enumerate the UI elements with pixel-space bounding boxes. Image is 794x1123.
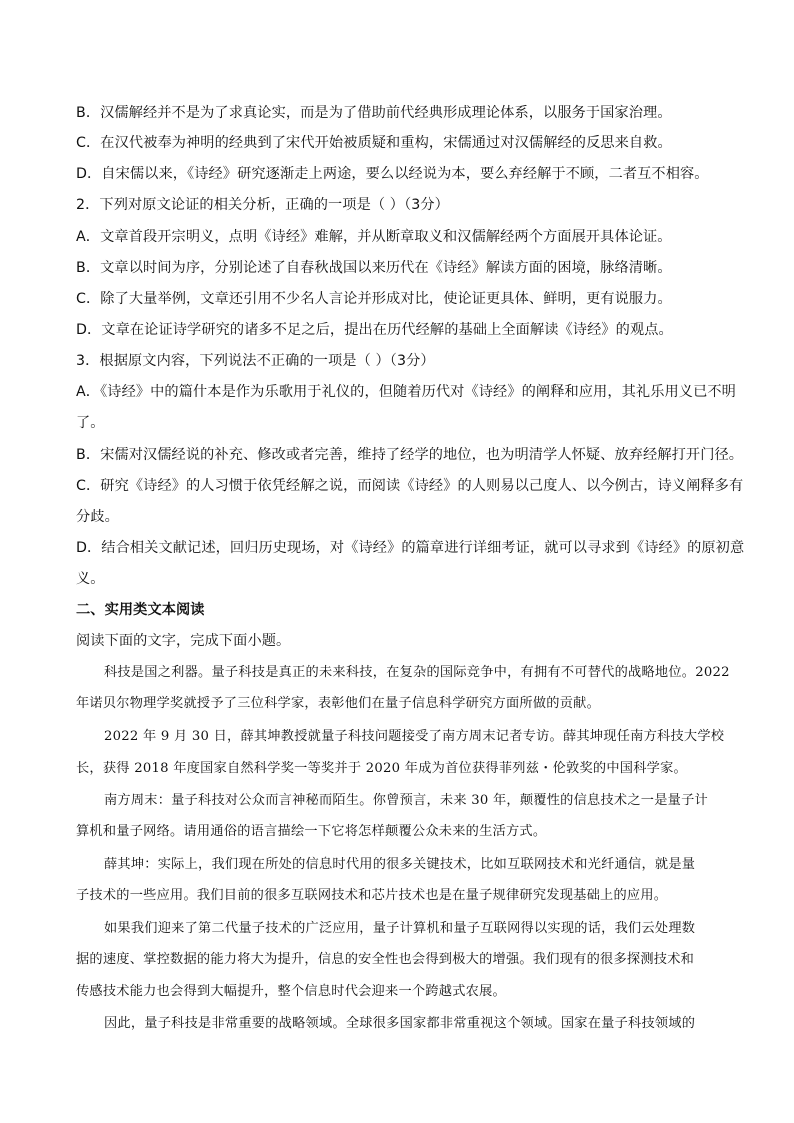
article-p5-line3: 传感技术能力也会得到大幅提升，整个信息时代会迎来一个跨越式农展。 [76, 984, 506, 999]
q3-option-a-line1: A．《诗经》中的篇什本是作为乐歌用于礼仪的，但随着历代对《诗经》的阐释和应用，其礼乐用义已不明 [76, 384, 736, 400]
q3-option-a-line2: 了。 [76, 415, 105, 431]
q1-option-d: D．自宋儒以来，《诗经》研究逐渐走上两途，要么以经说为本，要么弃经解于不顾，二者互不相容。 [76, 166, 709, 182]
q2-option-d: D．文章在论证诗学研究的诸多不足之后，提出在历代经解的基础上全面解读《诗经》的观点。 [76, 322, 673, 338]
article-p2-line2: 长，获得 2018 年度国家自然科学奖一等奖并于 2020 年成为首位获得菲列兹・伦敦奖的中国科学家。 [76, 761, 687, 776]
q2-option-c: C．除了大量举例，文章还引用不少名人言论并形成对比，使论证更具体、鲜明，更有说服力。 [76, 291, 672, 307]
article-p4-line1: 薛其坤：实际上，我们现在所处的信息时代用的很多关键技术，比如互联网技术和光纤通信，就是量 [104, 857, 696, 872]
article-p1-line2: 年诺贝尔物理学奖就授予了三位科学家，表彰他们在量子信息科学研究方面所做的贡献。 [76, 696, 601, 711]
q3-option-d-line1: D．结合相关文献记述，回归历史现场，对《诗经》的篇章进行详细考证，就可以寻求到《诗经》的原初意 [76, 540, 745, 556]
q3-stem: 3．根据原文内容，下列说法不正确的一项是（ ）（3分） [76, 353, 435, 369]
section-heading: 二、实用类文本阅读 [76, 602, 205, 618]
q2-stem: 2．下列对原文论证的相关分析，正确的一项是（ ）（3分） [76, 197, 449, 213]
article-p5-line1: 如果我们迎来了第二代量子技术的广泛应用，量子计算机和量子互联网得以实现的话，我们云处理数 [104, 921, 696, 936]
q3-option-c-line2: 分歧。 [76, 509, 119, 525]
article-p2-line1: 2022 年 9 月 30 日，薛其坤教授就量子科技问题接受了南方周末记者专访。薛其坤现任南方科技大学校 [104, 729, 725, 744]
q2-option-a: A．文章首段开宗明义，点明《诗经》难解，并从断章取义和汉儒解经两个方面展开具体论证。 [76, 229, 672, 245]
q1-option-b: B．汉儒解经并不是为了求真论实，而是为了借助前代经典形成理论体系，以服务于国家治理。 [76, 105, 672, 121]
q3-option-c-line1: C．研究《诗经》的人习惯于依凭经解之说，而阅读《诗经》的人则易以己度人、以今例古，诗义阐释多有 [76, 478, 744, 494]
q3-option-d-line2: 义。 [76, 571, 105, 587]
article-p5-line2: 据的速度、掌控数据的能力将大为提升，信息的安全性也会得到极大的增强。我们现有的很多探测技术和 [76, 952, 695, 967]
q1-option-c: C．在汉代被奉为神明的经典到了宋代开始被质疑和重构，宋儒通过对汉儒解经的反思来自救。 [76, 135, 672, 151]
q2-option-b: B．文章以时间为序，分别论述了自春秋战国以来历代在《诗经》解读方面的困境，脉络清晰。 [76, 260, 672, 276]
article-p1-line1: 科技是国之利器。量子科技是真正的未来科技，在复杂的国际竞争中，有拥有不可替代的战略地位。2022 [104, 665, 730, 680]
article-p6-line1: 因此，量子科技是非常重要的战略领域。全球很多国家都非常重视这个领域。国家在量子科技领域的 [104, 1016, 696, 1031]
section-instruction: 阅读下面的文字，完成下面小题。 [76, 633, 291, 649]
article-p3-line2: 算机和量子网络。请用通俗的语言描绘一下它将怎样颠覆公众未来的生活方式。 [76, 824, 547, 839]
q3-option-b: B．宋儒对汉儒经说的补充、修改或者完善，维持了经学的地位，也为明清学人怀疑、放弃经解打开门径。 [76, 447, 744, 463]
article-p3-line1: 南方周末：量子科技对公众而言神秘而陌生。你曾预言，未来 30 年，颠覆性的信息技术之一是量子计 [104, 793, 708, 808]
article-p4-line2: 子技术的一些应用。我们目前的很多互联网技术和芯片技术也是在量子规律研究发现基础上的应用。 [76, 888, 668, 903]
